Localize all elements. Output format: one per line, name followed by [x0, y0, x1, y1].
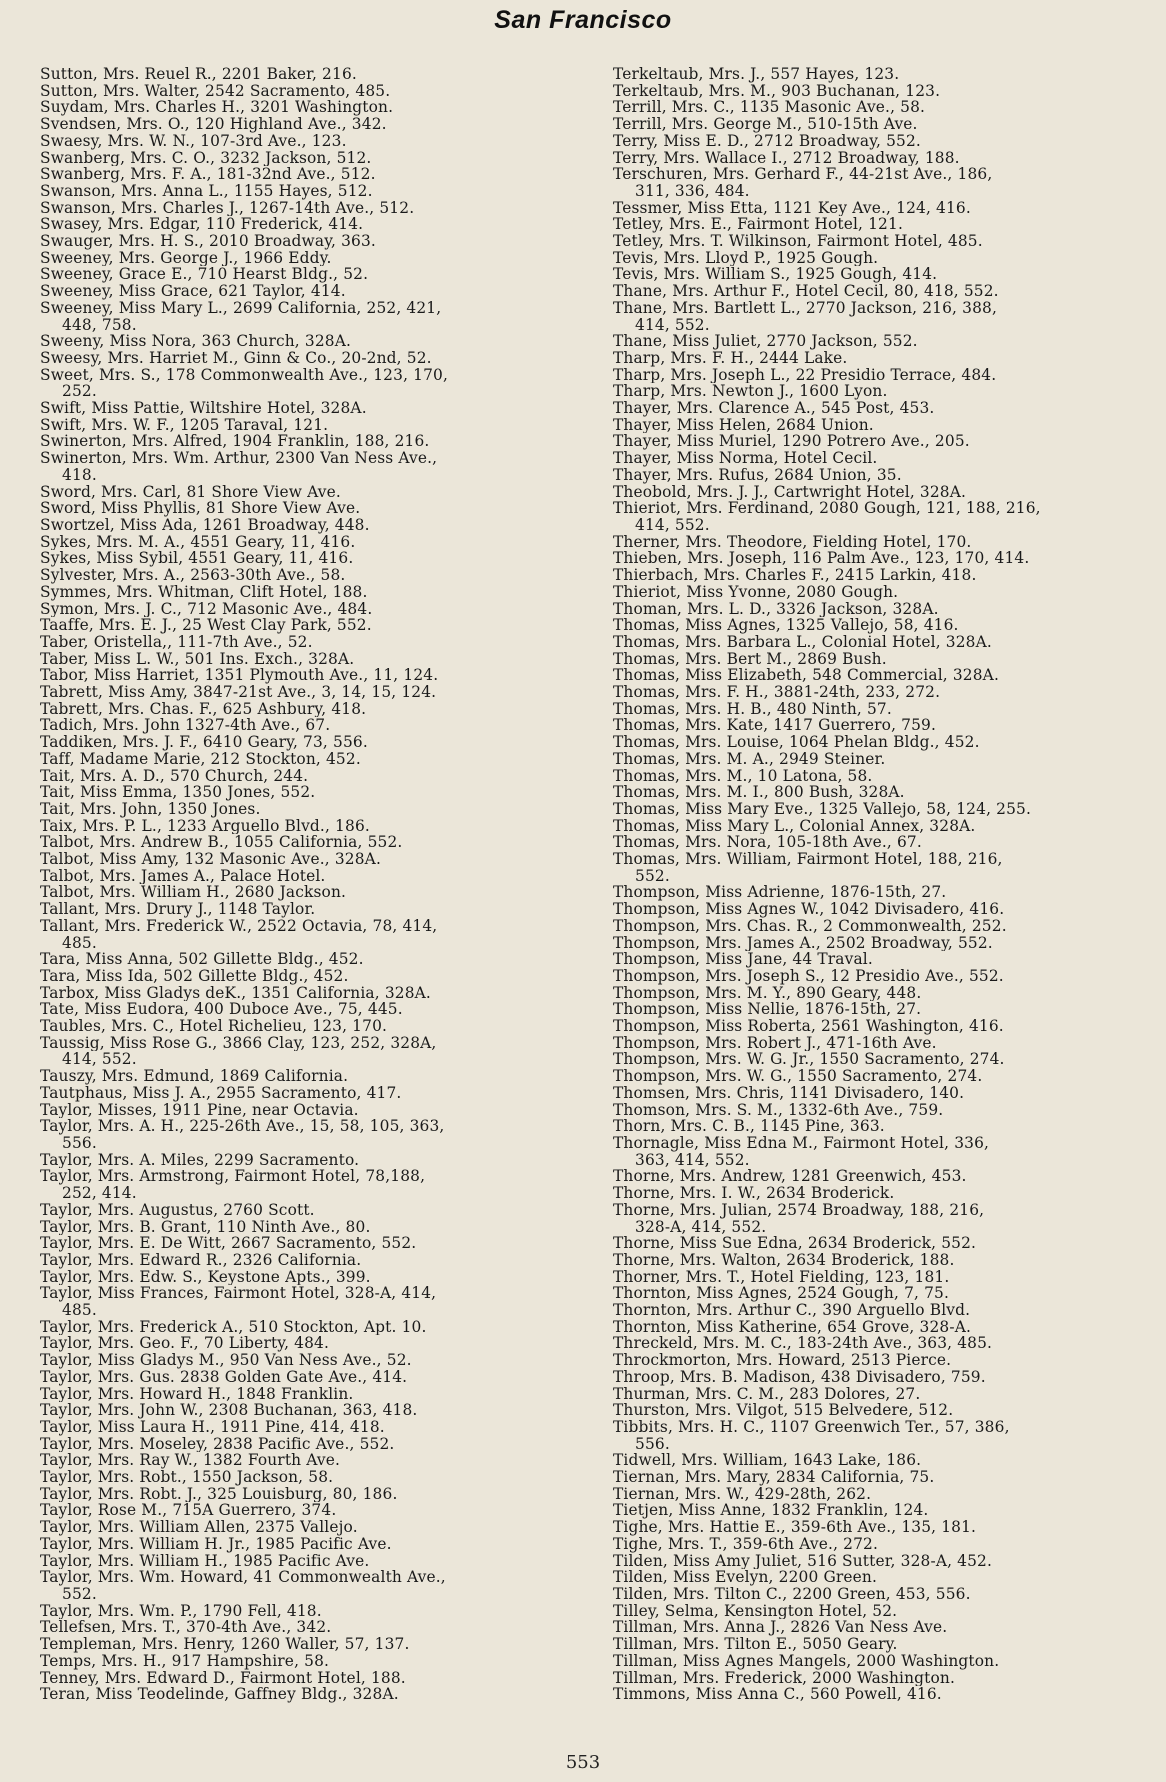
- directory-entry: Tietjen, Miss Anne, 1832 Franklin, 124.: [613, 1502, 929, 1520]
- directory-entry: Taddiken, Mrs. J. F., 6410 Geary, 73, 556.: [40, 734, 368, 751]
- directory-entry: Tautphaus, Miss J. A., 2955 Sacramento, 417.: [40, 1084, 402, 1102]
- directory-entry: Thornton, Miss Katherine, 654 Grove, 328-A.: [613, 1318, 971, 1336]
- directory-entry: Thomas, Miss Mary L., Colonial Annex, 328A.: [613, 817, 976, 835]
- directory-entry: Thomas, Mrs. Barbara L., Colonial Hotel, 328A.: [613, 633, 992, 651]
- directory-entry-continuation: 252, 414.: [62, 1185, 137, 1202]
- directory-entry: Terry, Mrs. Wallace I., 2712 Broadway, 188.: [613, 149, 960, 167]
- directory-entry-continuation: 556.: [62, 1135, 97, 1152]
- directory-entry: Thomson, Mrs. S. M., 1332-6th Ave., 759.: [613, 1101, 944, 1119]
- directory-entry: Temps, Mrs. H., 917 Hampshire, 58.: [40, 1652, 330, 1670]
- directory-entry: Thurston, Mrs. Vilgot, 515 Belvedere, 512.: [613, 1402, 954, 1419]
- directory-entry: Tara, Miss Anna, 502 Gillette Bldg., 452.: [40, 951, 364, 968]
- directory-entry: Taylor, Misses, 1911 Pine, near Octavia.: [40, 1101, 359, 1119]
- directory-entry: Symmes, Mrs. Whitman, Clift Hotel, 188.: [40, 583, 368, 601]
- directory-entry: Thompson, Miss Roberta, 2561 Washington, 416.: [613, 1018, 1004, 1035]
- directory-entry: Tait, Mrs. John, 1350 Jones.: [40, 800, 261, 818]
- directory-entry: Taylor, Mrs. B. Grant, 110 Ninth Ave., 80.: [40, 1218, 371, 1236]
- directory-entry: Swinerton, Mrs. Wm. Arthur, 2300 Van Ness Ave.,: [40, 450, 438, 467]
- directory-entry-continuation: 552.: [635, 867, 670, 885]
- directory-entry: Tharp, Mrs. F. H., 2444 Lake.: [613, 349, 848, 367]
- directory-entry: Tarbox, Miss Gladys deK., 1351 California, 328A.: [40, 984, 431, 1002]
- directory-entry: Theobold, Mrs. J. J., Cartwright Hotel, 328A.: [613, 483, 967, 501]
- directory-entry: Taylor, Mrs. William H. Jr., 1985 Pacific Ave.: [40, 1535, 392, 1553]
- directory-entry: Taylor, Mrs. Robt. J., 325 Louisburg, 80, 186.: [40, 1485, 398, 1503]
- directory-entry: Tara, Miss Ida, 502 Gillette Bldg., 452.: [40, 967, 349, 985]
- directory-entry: Sweeney, Grace E., 710 Hearst Bldg., 52.: [40, 266, 369, 284]
- directory-entry: Talbot, Mrs. William H., 2680 Jackson.: [40, 884, 347, 902]
- directory-entry: Tilden, Mrs. Tilton C., 2200 Green, 453, 556.: [613, 1585, 971, 1603]
- directory-entry: Suydam, Mrs. Charles H., 3201 Washington.: [40, 99, 394, 117]
- directory-entry: Taubles, Mrs. C., Hotel Richelieu, 123, 170.: [40, 1018, 388, 1035]
- directory-entry: Tilden, Miss Evelyn, 2200 Green.: [613, 1569, 878, 1586]
- directory-entry-continuation: 485.: [62, 934, 97, 952]
- directory-entry: Thomas, Mrs. H. B., 480 Ninth, 57.: [613, 700, 892, 718]
- directory-entry: Thane, Mrs. Arthur F., Hotel Cecil, 80, 418, 552.: [613, 283, 999, 300]
- directory-entry: Tabor, Miss Harriet, 1351 Plymouth Ave., 11, 124.: [40, 667, 439, 685]
- directory-entry: Thomas, Mrs. M., 10 Latona, 58.: [613, 767, 873, 785]
- directory-entry: Thornagle, Miss Edna M., Fairmont Hotel, 336,: [613, 1135, 990, 1152]
- directory-entry: Throckmorton, Mrs. Howard, 2513 Pierce.: [613, 1352, 952, 1369]
- directory-entry: Thompson, Mrs. Chas. R., 2 Commonwealth, 252.: [613, 917, 1007, 935]
- directory-entry: Sykes, Mrs. M. A., 4551 Geary, 11, 416.: [40, 533, 356, 551]
- directory-entry-continuation: 552.: [62, 1585, 97, 1603]
- directory-entry-continuation: 363, 414, 552.: [635, 1151, 750, 1169]
- directory-entry: Thomsen, Mrs. Chris, 1141 Divisadero, 140.: [613, 1084, 965, 1102]
- directory-entry: Tait, Miss Emma, 1350 Jones, 552.: [40, 784, 316, 801]
- page-number: 553: [565, 1752, 601, 1773]
- directory-entry: Thompson, Mrs. Joseph S., 12 Presidio Ave., 552.: [613, 967, 1004, 985]
- directory-entry: Sylvester, Mrs. A., 2563-30th Ave., 58.: [40, 567, 346, 584]
- directory-entry: Thayer, Miss Helen, 2684 Union.: [613, 416, 874, 434]
- directory-entry: Taylor, Mrs. Wm. Howard, 41 Commonwealth Ave.,: [40, 1569, 446, 1586]
- directory-entry: Thompson, Mrs. Robert J., 471-16th Ave.: [613, 1034, 937, 1052]
- directory-entry: Sweeny, Miss Nora, 363 Church, 328A.: [40, 333, 352, 350]
- directory-entry: Talbot, Mrs. James A., Palace Hotel.: [40, 867, 326, 885]
- directory-entry: Symon, Mrs. J. C., 712 Masonic Ave., 484.: [40, 600, 373, 618]
- directory-entry: Thornton, Miss Agnes, 2524 Gough, 7, 75.: [613, 1285, 950, 1303]
- directory-entry: Talbot, Miss Amy, 132 Masonic Ave., 328A.: [40, 851, 381, 868]
- directory-entry: Thomas, Mrs. Bert M., 2869 Bush.: [613, 650, 887, 668]
- directory-entry-continuation: 252.: [62, 383, 97, 401]
- directory-entry: Teran, Miss Teodelinde, Gaffney Bldg., 328A.: [40, 1686, 399, 1703]
- directory-entry: Thomas, Mrs. William, Fairmont Hotel, 188, 216,: [613, 851, 1003, 868]
- directory-entry: Thieriot, Mrs. Ferdinand, 2080 Gough, 121, 188, 216,: [613, 500, 1041, 517]
- directory-entry: Terrill, Mrs. George M., 510-15th Ave.: [613, 116, 918, 133]
- directory-entry-continuation: 485.: [62, 1302, 97, 1319]
- directory-entry: Sweet, Mrs. S., 178 Commonwealth Ave., 123, 170,: [40, 366, 449, 384]
- directory-entry: Tilley, Selma, Kensington Hotel, 52.: [613, 1602, 898, 1620]
- directory-entry: Taussig, Miss Rose G., 3866 Clay, 123, 252, 328A,: [40, 1034, 437, 1052]
- directory-entry: Tidwell, Mrs. William, 1643 Lake, 186.: [613, 1452, 922, 1470]
- directory-entry: Thornton, Mrs. Arthur C., 390 Arguello Blvd.: [613, 1302, 971, 1319]
- directory-entry: Tiernan, Mrs. Mary, 2834 California, 75.: [613, 1469, 935, 1486]
- directory-entry: Tabrett, Mrs. Chas. F., 625 Ashbury, 418.: [40, 700, 367, 718]
- directory-entry: Tillman, Miss Agnes Mangels, 2000 Washington.: [613, 1652, 1000, 1670]
- directory-entry-continuation: 414, 552.: [635, 516, 710, 534]
- directory-entry: Tellefsen, Mrs. T., 370-4th Ave., 342.: [40, 1619, 332, 1637]
- left-column: [40, 66, 585, 1703]
- directory-entry: Sutton, Mrs. Reuel R., 2201 Baker, 216.: [40, 66, 357, 83]
- directory-entry: Swauger, Mrs. H. S., 2010 Broadway, 363.: [40, 233, 376, 250]
- directory-entry: Swanberg, Mrs. F. A., 181-32nd Ave., 512.: [40, 166, 376, 183]
- directory-entry: Swift, Mrs. W. F., 1205 Taraval, 121.: [40, 416, 329, 434]
- directory-entry: Thorne, Mrs. Andrew, 1281 Greenwich, 453.: [613, 1168, 967, 1186]
- directory-entry-continuation: 328-A, 414, 552.: [635, 1218, 767, 1236]
- directory-entry: Taylor, Mrs. Wm. P., 1790 Fell, 418.: [40, 1602, 322, 1620]
- directory-entry: Taylor, Mrs. A. Miles, 2299 Sacramento.: [40, 1151, 360, 1169]
- directory-entry: Taaffe, Mrs. E. J., 25 West Clay Park, 552.: [40, 617, 372, 634]
- directory-entry: Taylor, Mrs. Edw. S., Keystone Apts., 399.: [40, 1268, 371, 1286]
- directory-entry: Taff, Madame Marie, 212 Stockton, 452.: [40, 750, 361, 768]
- directory-entry: Taylor, Mrs. Moseley, 2838 Pacific Ave., 552.: [40, 1435, 395, 1453]
- directory-entry: Tetley, Mrs. E., Fairmont Hotel, 121.: [613, 216, 903, 234]
- directory-entry: Thompson, Miss Agnes W., 1042 Divisadero, 416.: [613, 901, 1005, 918]
- directory-entry: Thomas, Miss Elizabeth, 548 Commercial, 328A.: [613, 667, 999, 685]
- directory-entry: Timmons, Miss Anna C., 560 Powell, 416.: [613, 1686, 942, 1703]
- right-column: [613, 66, 1151, 1703]
- directory-entry: Taylor, Mrs. William Allen, 2375 Vallejo.: [40, 1519, 358, 1536]
- directory-entry: Swanson, Mrs. Anna L., 1155 Hayes, 512.: [40, 182, 373, 200]
- directory-entry-continuation: 418.: [62, 466, 97, 484]
- directory-entry: Throop, Mrs. B. Madison, 438 Divisadero, 759.: [613, 1368, 986, 1386]
- directory-entry: Tharp, Mrs. Joseph L., 22 Presidio Terrace, 484.: [613, 366, 997, 384]
- directory-entry: Taber, Miss L. W., 501 Ins. Exch., 328A.: [40, 650, 355, 668]
- directory-entry: Thorne, Mrs. I. W., 2634 Broderick.: [613, 1185, 895, 1202]
- directory-entry: Thompson, Mrs. M. Y., 890 Geary, 448.: [613, 984, 922, 1002]
- directory-entry: Tate, Miss Eudora, 400 Duboce Ave., 75, 445.: [40, 1001, 403, 1019]
- directory-entry: Tighe, Mrs. Hattie E., 359-6th Ave., 135, 181.: [613, 1519, 977, 1536]
- directory-entry: Taylor, Miss Laura H., 1911 Pine, 414, 418.: [40, 1418, 385, 1436]
- directory-entry: Tevis, Mrs. William S., 1925 Gough, 414.: [613, 266, 938, 284]
- directory-entry: Therner, Mrs. Theodore, Fielding Hotel, 170.: [613, 533, 972, 551]
- directory-entry: Tessmer, Miss Etta, 1121 Key Ave., 124, 416.: [613, 199, 971, 217]
- directory-entry: Thomas, Mrs. Louise, 1064 Phelan Bldg., 452.: [613, 734, 980, 751]
- directory-entry: Taylor, Mrs. Geo. F., 70 Liberty, 484.: [40, 1335, 330, 1353]
- directory-entry: Tallant, Mrs. Frederick W., 2522 Octavia, 78, 414,: [40, 917, 438, 935]
- directory-entry: Threckeld, Mrs. M. C., 183-24th Ave., 363, 485.: [613, 1335, 993, 1353]
- directory-entry: Tillman, Mrs. Tilton E., 5050 Geary.: [613, 1636, 898, 1653]
- directory-entry: Taber, Oristella,, 111-7th Ave., 52.: [40, 633, 313, 651]
- directory-entry: Tibbits, Mrs. H. C., 1107 Greenwich Ter., 57, 386,: [613, 1418, 1010, 1436]
- directory-entry: Thane, Miss Juliet, 2770 Jackson, 552.: [613, 333, 918, 350]
- directory-entry: Terschuren, Mrs. Gerhard F., 44-21st Ave., 186,: [613, 166, 993, 183]
- directory-entry: Thane, Mrs. Bartlett L., 2770 Jackson, 216, 388,: [613, 299, 998, 317]
- directory-entry: Sword, Miss Phyllis, 81 Shore View Ave.: [40, 500, 361, 517]
- directory-entry: Swasey, Mrs. Edgar, 110 Frederick, 414.: [40, 216, 364, 234]
- directory-entry: Terry, Miss E. D., 2712 Broadway, 552.: [613, 132, 921, 150]
- directory-entry: Taylor, Mrs. Frederick A., 510 Stockton, Apt. 10.: [40, 1318, 427, 1336]
- directory-entry: Thorn, Mrs. C. B., 1145 Pine, 363.: [613, 1118, 885, 1135]
- directory-entry: Thorne, Mrs. Julian, 2574 Broadway, 188, 216,: [613, 1201, 985, 1219]
- directory-entry: Taylor, Rose M., 715A Guerrero, 374.: [40, 1502, 337, 1520]
- directory-entry: Thompson, Miss Adrienne, 1876-15th, 27.: [613, 884, 947, 902]
- directory-entry-continuation: 448, 758.: [62, 316, 137, 334]
- directory-entry: Taylor, Mrs. William H., 1985 Pacific Ave.: [40, 1552, 370, 1570]
- directory-entry: Thomas, Mrs. F. H., 3881-24th, 233, 272.: [613, 684, 941, 701]
- directory-entry: Sweeney, Mrs. George J., 1966 Eddy.: [40, 249, 332, 267]
- directory-entry: Tallant, Mrs. Drury J., 1148 Taylor.: [40, 901, 316, 918]
- directory-entry: Svendsen, Mrs. O., 120 Highland Ave., 342.: [40, 116, 387, 133]
- directory-entry-continuation: 556.: [635, 1435, 670, 1453]
- directory-entry: Terkeltaub, Mrs. M., 903 Buchanan, 123.: [613, 82, 941, 100]
- directory-entry: Thompson, Miss Jane, 44 Traval.: [613, 951, 873, 968]
- directory-entry: Swinerton, Mrs. Alfred, 1904 Franklin, 188, 216.: [40, 433, 430, 451]
- directory-entry: Taylor, Mrs. Armstrong, Fairmont Hotel, 78,188,: [40, 1168, 426, 1186]
- directory-entry: Tevis, Mrs. Lloyd P., 1925 Gough.: [613, 249, 879, 267]
- directory-entry: Tenney, Mrs. Edward D., Fairmont Hotel, 188.: [40, 1669, 406, 1687]
- directory-entry: Thieriot, Miss Yvonne, 2080 Gough.: [613, 583, 899, 601]
- directory-entry: Thorne, Miss Sue Edna, 2634 Broderick, 552.: [613, 1235, 977, 1252]
- directory-entry: Thurman, Mrs. C. M., 283 Dolores, 27.: [613, 1385, 921, 1403]
- directory-entry: Terkeltaub, Mrs. J., 557 Hayes, 123.: [613, 66, 900, 83]
- directory-entry: Tetley, Mrs. T. Wilkinson, Fairmont Hotel, 485.: [613, 233, 983, 250]
- directory-entry: Thayer, Miss Muriel, 1290 Potrero Ave., 205.: [613, 433, 970, 451]
- directory-entry: Thompson, Mrs. W. G., 1550 Sacramento, 274.: [613, 1068, 983, 1085]
- directory-entry: Swortzel, Miss Ada, 1261 Broadway, 448.: [40, 516, 370, 534]
- directory-entry: Thomas, Miss Agnes, 1325 Vallejo, 58, 416.: [613, 617, 959, 634]
- directory-entry: Tighe, Mrs. T., 359-6th Ave., 272.: [613, 1535, 879, 1553]
- directory-entry: Sweeney, Miss Grace, 621 Taylor, 414.: [40, 283, 346, 300]
- directory-entry: Taylor, Mrs. Ray W., 1382 Fourth Ave.: [40, 1452, 341, 1470]
- directory-entry: Thayer, Mrs. Clarence A., 545 Post, 453.: [613, 400, 935, 417]
- directory-entry: Taylor, Mrs. A. H., 225-26th Ave., 15, 58, 105, 363,: [40, 1118, 445, 1135]
- directory-entry: Sykes, Miss Sybil, 4551 Geary, 11, 416.: [40, 550, 354, 568]
- directory-entry: Tauszy, Mrs. Edmund, 1869 California.: [40, 1068, 349, 1085]
- directory-entry: Thorne, Mrs. Walton, 2634 Broderick, 188.: [613, 1251, 955, 1269]
- directory-entry: Thorner, Mrs. T., Hotel Fielding, 123, 181.: [613, 1268, 950, 1286]
- directory-entry: Tait, Mrs. A. D., 570 Church, 244.: [40, 767, 309, 785]
- directory-entry: Templeman, Mrs. Henry, 1260 Waller, 57, 137.: [40, 1636, 410, 1653]
- directory-entry: Thierbach, Mrs. Charles F., 2415 Larkin, 418.: [613, 567, 977, 584]
- directory-entry: Sweesy, Mrs. Harriet M., Ginn & Co., 20-2nd, 52.: [40, 349, 432, 367]
- directory-entry: Thomas, Miss Mary Eve., 1325 Vallejo, 58, 124, 255.: [613, 800, 1032, 818]
- directory-entry: Tillman, Mrs. Frederick, 2000 Washington.: [613, 1669, 956, 1687]
- directory-entry: Thieben, Mrs. Joseph, 116 Palm Ave., 123, 170, 414.: [613, 550, 1030, 568]
- directory-entry: Thomas, Mrs. M. A., 2949 Steiner.: [613, 750, 886, 768]
- directory-entry: Talbot, Mrs. Andrew B., 1055 California, 552.: [40, 834, 403, 852]
- directory-entry: Swift, Miss Pattie, Wiltshire Hotel, 328A.: [40, 400, 367, 417]
- directory-entry: Terrill, Mrs. C., 1135 Masonic Ave., 58.: [613, 99, 926, 117]
- directory-entry: Thompson, Mrs. W. G. Jr., 1550 Sacramento, 274.: [613, 1051, 1005, 1069]
- directory-entry: Thompson, Miss Nellie, 1876-15th, 27.: [613, 1001, 922, 1019]
- directory-entry: Swaesy, Mrs. W. N., 107-3rd Ave., 123.: [40, 132, 347, 150]
- directory-entry: Tharp, Mrs. Newton J., 1600 Lyon.: [613, 383, 888, 401]
- directory-entry: Taylor, Mrs. Robt., 1550 Jackson, 58.: [40, 1469, 334, 1486]
- directory-entry: Tabrett, Miss Amy, 3847-21st Ave., 3, 14, 15, 124.: [40, 684, 437, 701]
- directory-entry: Tilden, Miss Amy Juliet, 516 Sutter, 328-A, 452.: [613, 1552, 993, 1570]
- directory-entry: Thomas, Mrs. Kate, 1417 Guerrero, 759.: [613, 717, 937, 735]
- directory-entry-continuation: 414, 552.: [62, 1051, 137, 1069]
- directory-entry: Taylor, Mrs. Howard H., 1848 Franklin.: [40, 1385, 354, 1403]
- directory-entry: Thoman, Mrs. L. D., 3326 Jackson, 328A.: [613, 600, 939, 618]
- directory-entry: Thomas, Mrs. M. I., 800 Bush, 328A.: [613, 784, 905, 801]
- directory-entry-continuation: 311, 336, 484.: [635, 182, 750, 200]
- directory-entry: Taylor, Mrs. E. De Witt, 2667 Sacramento, 552.: [40, 1235, 417, 1252]
- directory-entry: Tiernan, Mrs. W., 429-28th, 262.: [613, 1485, 872, 1503]
- directory-entry: Swanson, Mrs. Charles J., 1267-14th Ave., 512.: [40, 199, 415, 217]
- directory-entry: Sutton, Mrs. Walter, 2542 Sacramento, 485.: [40, 82, 391, 100]
- directory-entry: Swanberg, Mrs. C. O., 3232 Jackson, 512.: [40, 149, 372, 167]
- directory-entry: Thayer, Mrs. Rufus, 2684 Union, 35.: [613, 466, 902, 484]
- directory-entry: Tillman, Mrs. Anna J., 2826 Van Ness Ave.: [613, 1619, 948, 1637]
- directory-entry: Sword, Mrs. Carl, 81 Shore View Ave.: [40, 483, 341, 501]
- directory-entry: Taylor, Mrs. John W., 2308 Buchanan, 363, 418.: [40, 1402, 418, 1419]
- directory-entry: Tadich, Mrs. John 1327-4th Ave., 67.: [40, 717, 331, 735]
- directory-entry-continuation: 414, 552.: [635, 316, 710, 334]
- directory-entry: Thompson, Mrs. James A., 2502 Broadway, 552.: [613, 934, 993, 952]
- directory-entry: Taix, Mrs. P. L., 1233 Arguello Blvd., 186.: [40, 817, 370, 835]
- directory-entry: Taylor, Miss Gladys M., 950 Van Ness Ave., 52.: [40, 1352, 412, 1369]
- directory-entry: Taylor, Mrs. Augustus, 2760 Scott.: [40, 1201, 315, 1219]
- directory-entry: Thomas, Mrs. Nora, 105-18th Ave., 67.: [613, 834, 922, 852]
- directory-entry: Taylor, Mrs. Gus. 2838 Golden Gate Ave., 414.: [40, 1368, 408, 1386]
- directory-entry: Sweeney, Miss Mary L., 2699 California, 252, 421,: [40, 299, 442, 317]
- directory-entry: Thayer, Miss Norma, Hotel Cecil.: [613, 450, 878, 467]
- page-header-title: San Francisco: [494, 6, 672, 34]
- directory-entry: Taylor, Mrs. Edward R., 2326 California.: [40, 1251, 362, 1269]
- directory-entry: Taylor, Miss Frances, Fairmont Hotel, 328-A, 414,: [40, 1285, 437, 1303]
